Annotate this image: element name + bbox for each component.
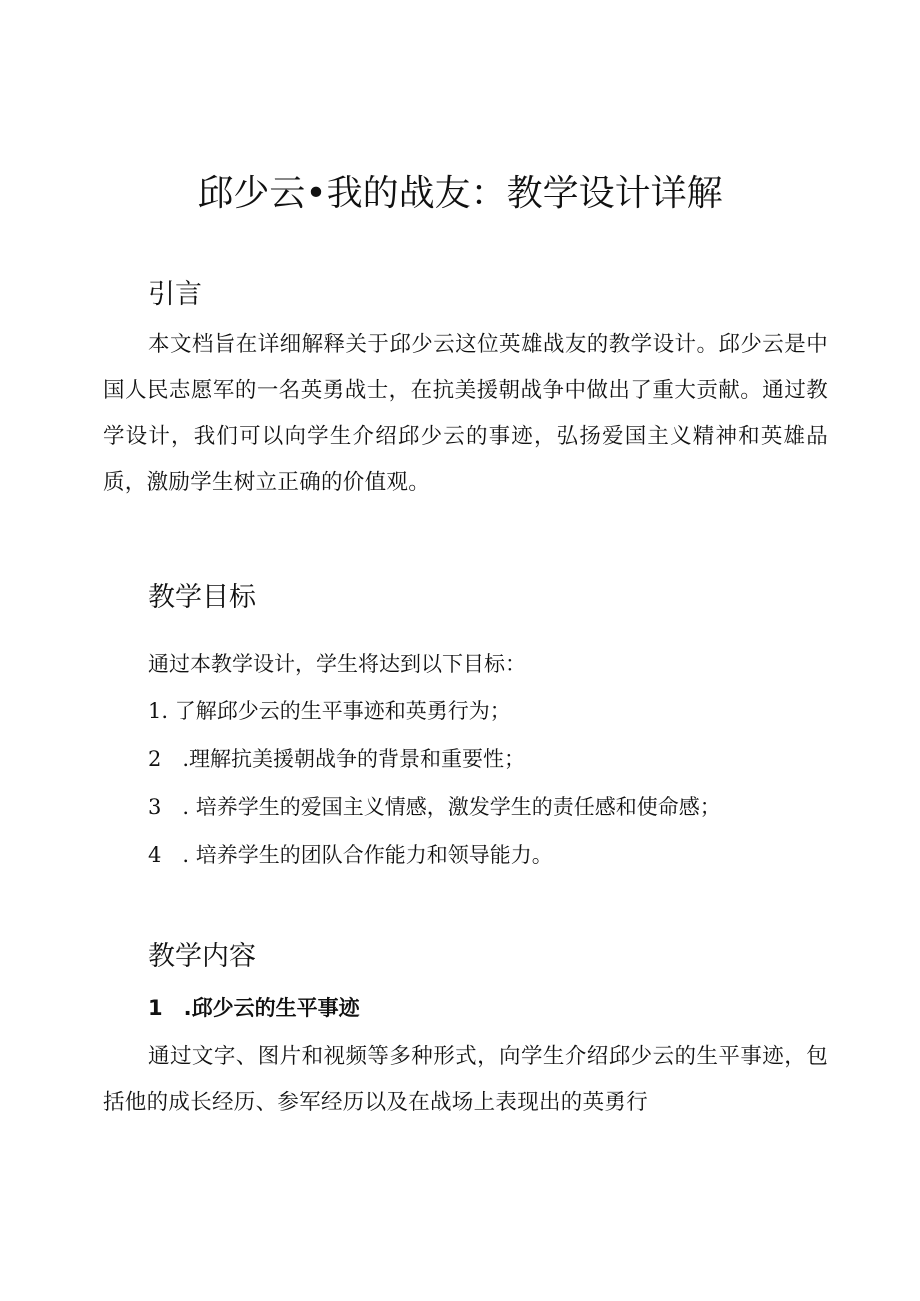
goal-item: 3 . 培养学生的爱国主义情感，激发学生的责任感和使命感； xyxy=(148,795,721,819)
goal-item: 1. 了解邱少云的生平事迹和英勇行为； xyxy=(148,699,511,723)
document-title: 邱少云•我的战友：教学设计详解 xyxy=(197,173,723,214)
goals-lead: 通过本教学设计，学生将达到以下目标： xyxy=(148,652,526,676)
section-heading-intro: 引言 xyxy=(148,279,202,310)
content-paragraph: 通过文字、图片和视频等多种形式，向学生介绍邱少云的生平事迹，包括他的成长经历、参军经历以及在战场上表现出的英勇行 xyxy=(103,1044,828,1115)
goal-item: 2 .理解抗美援朝战争的背景和重要性； xyxy=(148,747,526,771)
section-heading-content: 教学内容 xyxy=(148,941,256,972)
intro-paragraph: 本文档旨在详细解释关于邱少云这位英雄战友的教学设计。邱少云是中国人民志愿军的一名英勇战士，在抗美援朝战争中做出了重大贡献。通过教学设计，我们可以向学生介绍邱少云的事迹，弘扬爱国主义精神和英雄品质，激励学生树立正确的价值观。 xyxy=(103,332,828,495)
goal-item: 4 . 培养学生的团队合作能力和领导能力。 xyxy=(148,843,553,867)
section-heading-goals: 教学目标 xyxy=(148,582,256,613)
content-subheading: 1 .邱少云的生平事迹 xyxy=(148,996,360,1020)
